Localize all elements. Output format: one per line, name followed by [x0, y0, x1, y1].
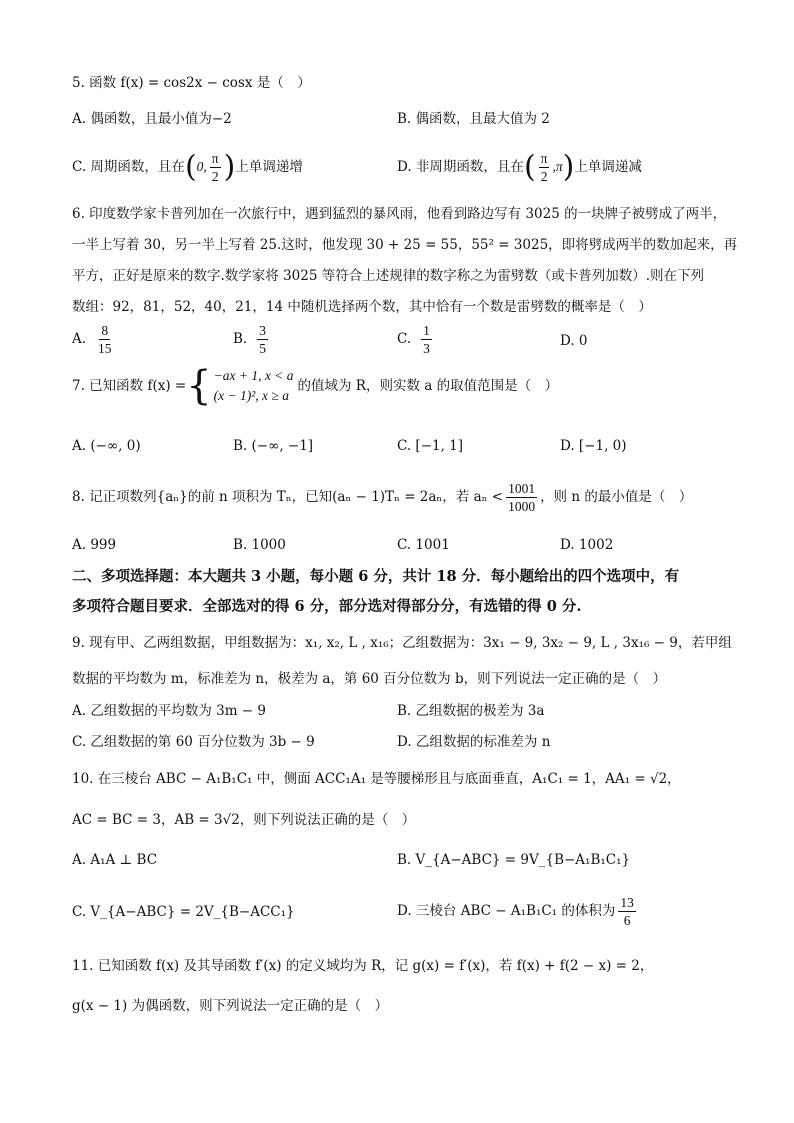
q6-option-d: D. 0	[560, 333, 588, 349]
q7-option-d: D. [−1, 0)	[560, 438, 627, 454]
q7-case-2: (x − 1)², x ≥ a	[213, 388, 289, 403]
q7-option-c: C. [−1, 1]	[397, 438, 464, 454]
section-heading-line-2: 多项符合题目要求．全部选对的得 6 分，部分选对得部分分，有选错的得 0 分.	[72, 598, 582, 615]
q5-option-c: C. 周期函数，且在(0, $\frac{\pi}{2}$ )上单调递增	[72, 149, 303, 185]
q8-stem: 8. 记正项数列{aₙ}的前 n 项积为 Tₙ，已知(aₙ − 1)Tₙ = 2aₙ，若 aₙ < $\frac{1001}{1000}$ ，则 n 的最小值是（ ）	[72, 481, 693, 514]
q5-option-a: A. 偶函数，且最小值为−2	[72, 111, 232, 127]
q9-line-1: 9. 现有甲、乙两组数据，甲组数据为：x₁, x₂, L , x₁₆；乙组数据为：3x₁ − 9, 3x₂ − 9, L , 3x₁₆ − 9，若甲组	[72, 635, 732, 651]
q8-option-d: D. 1002	[560, 537, 614, 553]
q8-option-a: A. 999	[72, 537, 117, 553]
q9-option-c: C. 乙组数据的第 60 百分位数为 3b − 9	[72, 734, 315, 750]
q9-option-b: B. 乙组数据的极差为 3a	[397, 703, 545, 719]
q9-option-d: D. 乙组数据的标准差为 n	[397, 734, 551, 750]
q10-line-1: 10. 在三棱台 ABC − A₁B₁C₁ 中，侧面 ACC₁A₁ 是等腰梯形且与底面垂直，A₁C₁ = 1，AA₁ = √2，	[72, 771, 681, 787]
section-heading-line-1: 二、多项选择题：本大题共 3 小题，每小题 6 分，共计 18 分．每小题给出的四个选项中，有	[72, 568, 680, 585]
q6-option-b: B. $\frac{3}{5}$	[233, 323, 266, 356]
q7-case-1: −ax + 1, x < a	[213, 368, 294, 383]
q8-option-c: C. 1001	[397, 537, 450, 553]
q10-option-c: C. V_{A−ABC} = 2V_{B−ACC₁}	[72, 904, 295, 920]
q6-line-4: 数组：92，81，52，40，21，14 中随机选择两个数，其中恰有一个数是雷劈数的概率是（ ）	[72, 299, 652, 315]
q7-option-b: B. (−∞, −1]	[233, 438, 314, 454]
q10-option-d: D. 三棱台 ABC − A₁B₁C₁ 的体积为 $\frac{13}{6}$	[397, 895, 634, 928]
q11-line-1: 11. 已知函数 f(x) 及其导函数 f′(x) 的定义域均为 R，记 g(x) = f′(x)，若 f(x) + f(2 − x) = 2，	[72, 958, 654, 974]
q5-option-d: D. 非周期函数，且在( $\frac{\pi}{2}$ ,π)上单调递减	[397, 149, 642, 185]
q7-stem: 7. 已知函数 f(x) = { −ax + 1, x < a (x − 1)², x ≥ a 的值域为 R，则实数 a 的取值范围是（ ）	[72, 363, 559, 409]
q9-line-2: 数据的平均数为 m，标准差为 n，极差为 a，第 60 百分位数为 b，则下列说法一定正确的是（ ）	[72, 671, 667, 687]
q6-option-a: A. $\frac{8}{15}$	[72, 323, 112, 356]
q6-line-3: 平方，正好是原来的数字.数学家将 3025 等符合上述规律的数字称之为雷劈数（或卡普列加数）.则在下列	[72, 268, 705, 284]
q10-option-b: B. V_{A−ABC} = 9V_{B−A₁B₁C₁}	[397, 852, 631, 868]
q10-option-a: A. A₁A ⊥ BC	[72, 852, 158, 868]
q11-line-2: g(x − 1) 为偶函数，则下列说法一定正确的是（ ）	[72, 998, 389, 1014]
q5-stem: 5. 函数 f(x) = cos2x − cosx 是（ ）	[72, 75, 311, 91]
q8-option-b: B. 1000	[233, 537, 286, 553]
q6-line-1: 6. 印度数学家卡普列加在一次旅行中，遇到猛烈的暴风雨，他看到路边写有 3025 的一块牌子被劈成了两半，	[72, 206, 727, 222]
q6-line-2: 一半上写着 30，另一半上写着 25.这时，他发现 30 + 25 = 55，55² = 3025，即将劈成两半的数加起来，再	[72, 237, 738, 253]
q9-option-a: A. 乙组数据的平均数为 3m − 9	[72, 703, 266, 719]
q6-option-c: C. $\frac{1}{3}$	[397, 323, 430, 356]
q7-option-a: A. (−∞, 0)	[72, 438, 141, 454]
q10-line-2: AC = BC = 3，AB = 3√2，则下列说法正确的是（ ）	[72, 812, 416, 828]
q5-option-b: B. 偶函数，且最大值为 2	[397, 111, 550, 127]
